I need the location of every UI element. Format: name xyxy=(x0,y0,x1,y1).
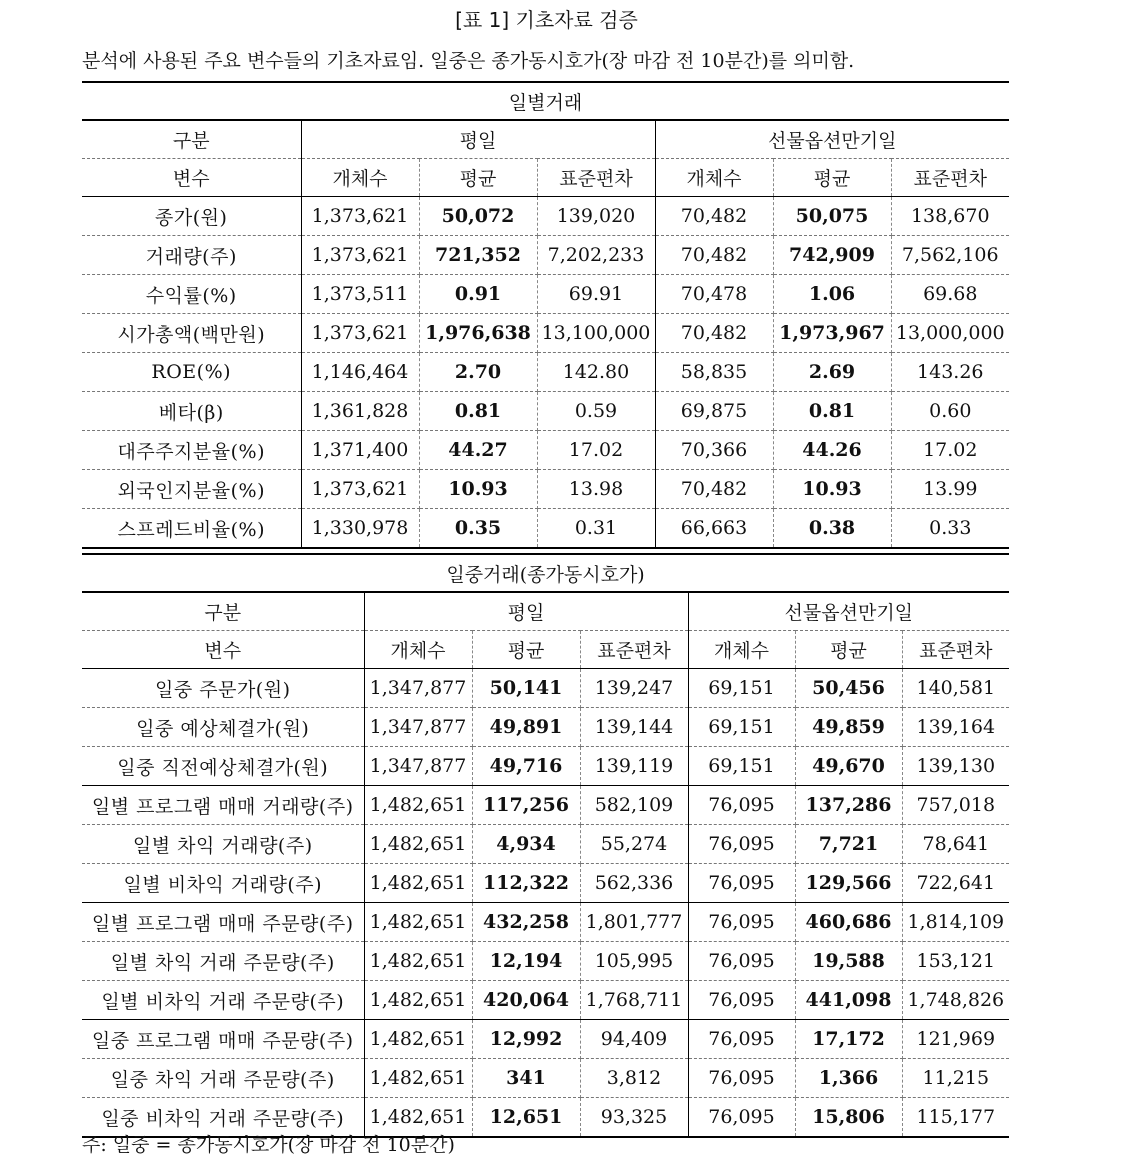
data-cell: 17.02 xyxy=(891,431,1009,470)
data-cell: 1,482,651 xyxy=(364,1059,472,1098)
data-cell: 1,373,621 xyxy=(301,470,419,509)
row-label: 대주주지분율(%) xyxy=(82,431,301,470)
column-header-row xyxy=(82,159,1009,197)
data-cell: 10.93 xyxy=(419,470,537,509)
table-row xyxy=(82,669,1009,708)
data-cell: 341 xyxy=(472,1059,580,1098)
group-header-row xyxy=(82,120,1009,159)
data-cell: 15,806 xyxy=(795,1098,902,1138)
row-label: 일중 차익 거래 주문량(주) xyxy=(82,1059,364,1098)
table-caption: 분석에 사용된 주요 변수들의 기초자료임. 일중은 종가동시호가(장 마감 전 10분간)를 의미함. xyxy=(82,50,855,72)
data-cell: 12,651 xyxy=(472,1098,580,1138)
row-label: 수익률(%) xyxy=(82,275,301,314)
data-cell: 13,000,000 xyxy=(891,314,1009,353)
data-cell: 1,330,978 xyxy=(301,509,419,549)
row-label: 일별 프로그램 매매 거래량(주) xyxy=(82,786,364,825)
table-title: [표 1] 기초자료 검증 xyxy=(455,8,638,32)
table-row xyxy=(82,1020,1009,1059)
row-label: ROE(%) xyxy=(82,353,301,392)
data-cell: 70,366 xyxy=(655,431,773,470)
row-label: 일별 차익 거래 주문량(주) xyxy=(82,942,364,981)
data-cell: 742,909 xyxy=(773,236,891,275)
section-title: 일별거래 xyxy=(82,82,1009,120)
data-cell: 143.26 xyxy=(891,353,1009,392)
column-header: 개체수 xyxy=(688,631,795,669)
column-header-row xyxy=(82,631,1009,669)
data-cell: 1,347,877 xyxy=(364,669,472,708)
column-header: 표준편차 xyxy=(537,159,655,197)
data-cell: 0.91 xyxy=(419,275,537,314)
data-cell: 1,482,651 xyxy=(364,942,472,981)
footnote: 주: 일중 = 종가동시호가(장 마감 전 10분간) xyxy=(82,1134,455,1156)
data-cell: 78,641 xyxy=(902,825,1009,864)
data-cell: 13.98 xyxy=(537,470,655,509)
column-header: 개체수 xyxy=(301,159,419,197)
data-cell: 1,482,651 xyxy=(364,864,472,903)
data-cell: 1,748,826 xyxy=(902,981,1009,1020)
section-row xyxy=(82,82,1009,120)
data-cell: 11,215 xyxy=(902,1059,1009,1098)
data-cell: 76,095 xyxy=(688,1020,795,1059)
table-row xyxy=(82,353,1009,392)
data-cell: 137,286 xyxy=(795,786,902,825)
data-cell: 93,325 xyxy=(580,1098,688,1138)
data-cell: 0.60 xyxy=(891,392,1009,431)
column-header: 개체수 xyxy=(655,159,773,197)
data-cell: 69.68 xyxy=(891,275,1009,314)
data-cell: 1,373,621 xyxy=(301,197,419,236)
row-label: 베타(β) xyxy=(82,392,301,431)
data-cell: 140,581 xyxy=(902,669,1009,708)
variable-label: 변수 xyxy=(82,631,364,669)
data-cell: 69,151 xyxy=(688,747,795,786)
row-label: 일중 비차익 거래 주문량(주) xyxy=(82,1098,364,1138)
table-row xyxy=(82,392,1009,431)
data-cell: 0.33 xyxy=(891,509,1009,549)
data-cell: 153,121 xyxy=(902,942,1009,981)
data-cell: 139,130 xyxy=(902,747,1009,786)
data-cell: 7,721 xyxy=(795,825,902,864)
data-cell: 0.31 xyxy=(537,509,655,549)
row-label: 거래량(주) xyxy=(82,236,301,275)
row-label: 일중 예상체결가(원) xyxy=(82,708,364,747)
data-cell: 1,482,651 xyxy=(364,981,472,1020)
table-row xyxy=(82,197,1009,236)
column-header: 표준편차 xyxy=(580,631,688,669)
data-cell: 7,562,106 xyxy=(891,236,1009,275)
data-cell: 70,482 xyxy=(655,314,773,353)
group-weekday: 평일 xyxy=(364,592,688,631)
data-cell: 1,801,777 xyxy=(580,903,688,942)
data-cell: 757,018 xyxy=(902,786,1009,825)
data-cell: 420,064 xyxy=(472,981,580,1020)
data-cell: 0.81 xyxy=(419,392,537,431)
data-cell: 17.02 xyxy=(537,431,655,470)
data-cell: 139,164 xyxy=(902,708,1009,747)
data-cell: 44.26 xyxy=(773,431,891,470)
data-cell: 94,409 xyxy=(580,1020,688,1059)
table-row xyxy=(82,825,1009,864)
data-cell: 7,202,233 xyxy=(537,236,655,275)
data-cell: 2.69 xyxy=(773,353,891,392)
column-header: 표준편차 xyxy=(891,159,1009,197)
data-cell: 76,095 xyxy=(688,942,795,981)
data-cell: 69,875 xyxy=(655,392,773,431)
data-cell: 1,366 xyxy=(795,1059,902,1098)
data-cell: 70,482 xyxy=(655,197,773,236)
row-label: 일중 주문가(원) xyxy=(82,669,364,708)
data-cell: 13.99 xyxy=(891,470,1009,509)
table-row xyxy=(82,1059,1009,1098)
data-cell: 50,141 xyxy=(472,669,580,708)
table-row xyxy=(82,314,1009,353)
data-cell: 49,859 xyxy=(795,708,902,747)
row-label: 일중 프로그램 매매 주문량(주) xyxy=(82,1020,364,1059)
data-cell: 1,976,638 xyxy=(419,314,537,353)
row-label: 일별 차익 거래량(주) xyxy=(82,825,364,864)
table-row xyxy=(82,747,1009,786)
table-row xyxy=(82,981,1009,1020)
data-cell: 44.27 xyxy=(419,431,537,470)
data-cell: 139,144 xyxy=(580,708,688,747)
data-cell: 1,768,711 xyxy=(580,981,688,1020)
data-cell: 138,670 xyxy=(891,197,1009,236)
data-cell: 10.93 xyxy=(773,470,891,509)
table-row xyxy=(82,786,1009,825)
data-cell: 129,566 xyxy=(795,864,902,903)
data-cell: 139,247 xyxy=(580,669,688,708)
table-row xyxy=(82,470,1009,509)
data-cell: 69,151 xyxy=(688,708,795,747)
data-cell: 12,992 xyxy=(472,1020,580,1059)
data-cell: 69.91 xyxy=(537,275,655,314)
data-cell: 0.59 xyxy=(537,392,655,431)
data-cell: 1,482,651 xyxy=(364,1098,472,1138)
group-expiry-day: 선물옵션만기일 xyxy=(688,592,1009,631)
data-cell: 4,934 xyxy=(472,825,580,864)
data-cell: 76,095 xyxy=(688,786,795,825)
variable-label: 변수 xyxy=(82,159,301,197)
data-cell: 1,361,828 xyxy=(301,392,419,431)
data-cell: 1,482,651 xyxy=(364,903,472,942)
data-cell: 0.38 xyxy=(773,509,891,549)
data-cell: 1,482,651 xyxy=(364,825,472,864)
table-row xyxy=(82,431,1009,470)
data-cell: 139,119 xyxy=(580,747,688,786)
column-header: 평균 xyxy=(773,159,891,197)
data-cell: 1,373,621 xyxy=(301,236,419,275)
data-cell: 121,969 xyxy=(902,1020,1009,1059)
data-cell: 1,347,877 xyxy=(364,708,472,747)
row-label: 스프레드비율(%) xyxy=(82,509,301,549)
data-cell: 70,478 xyxy=(655,275,773,314)
column-header: 평균 xyxy=(795,631,902,669)
column-header: 개체수 xyxy=(364,631,472,669)
data-cell: 115,177 xyxy=(902,1098,1009,1138)
data-cell: 13,100,000 xyxy=(537,314,655,353)
data-cell: 1,347,877 xyxy=(364,747,472,786)
data-cell: 1,373,621 xyxy=(301,314,419,353)
table-row xyxy=(82,275,1009,314)
data-cell: 76,095 xyxy=(688,1098,795,1138)
row-label: 일중 직전예상체결가(원) xyxy=(82,747,364,786)
table-row xyxy=(82,864,1009,903)
data-cell: 76,095 xyxy=(688,981,795,1020)
data-cell: 76,095 xyxy=(688,1059,795,1098)
data-cell: 105,995 xyxy=(580,942,688,981)
data-cell: 76,095 xyxy=(688,903,795,942)
data-cell: 49,670 xyxy=(795,747,902,786)
group-label: 구분 xyxy=(82,592,364,631)
column-header: 평균 xyxy=(472,631,580,669)
data-cell: 55,274 xyxy=(580,825,688,864)
row-label: 외국인지분율(%) xyxy=(82,470,301,509)
table-row xyxy=(82,903,1009,942)
data-cell: 1,973,967 xyxy=(773,314,891,353)
data-cell: 58,835 xyxy=(655,353,773,392)
data-cell: 722,641 xyxy=(902,864,1009,903)
data-cell: 460,686 xyxy=(795,903,902,942)
data-cell: 142.80 xyxy=(537,353,655,392)
column-header: 표준편차 xyxy=(902,631,1009,669)
data-cell: 582,109 xyxy=(580,786,688,825)
data-cell: 70,482 xyxy=(655,470,773,509)
data-cell: 117,256 xyxy=(472,786,580,825)
data-cell: 1,146,464 xyxy=(301,353,419,392)
data-cell: 76,095 xyxy=(688,864,795,903)
data-cell: 112,322 xyxy=(472,864,580,903)
data-cell: 76,095 xyxy=(688,825,795,864)
data-cell: 49,716 xyxy=(472,747,580,786)
data-cell: 0.81 xyxy=(773,392,891,431)
data-cell: 432,258 xyxy=(472,903,580,942)
data-cell: 50,075 xyxy=(773,197,891,236)
row-label: 일별 비차익 거래량(주) xyxy=(82,864,364,903)
data-cell: 17,172 xyxy=(795,1020,902,1059)
data-cell: 49,891 xyxy=(472,708,580,747)
data-cell: 1,482,651 xyxy=(364,1020,472,1059)
data-cell: 70,482 xyxy=(655,236,773,275)
group-expiry-day: 선물옵션만기일 xyxy=(655,120,1009,159)
table-row xyxy=(82,509,1009,549)
data-cell: 1.06 xyxy=(773,275,891,314)
data-cell: 3,812 xyxy=(580,1059,688,1098)
data-cell: 50,456 xyxy=(795,669,902,708)
data-cell: 1,482,651 xyxy=(364,786,472,825)
data-cell: 1,371,400 xyxy=(301,431,419,470)
data-cell: 139,020 xyxy=(537,197,655,236)
data-cell: 1,814,109 xyxy=(902,903,1009,942)
table-row xyxy=(82,236,1009,275)
data-cell: 2.70 xyxy=(419,353,537,392)
data-cell: 19,588 xyxy=(795,942,902,981)
group-label: 구분 xyxy=(82,120,301,159)
group-weekday: 평일 xyxy=(301,120,655,159)
data-cell: 12,194 xyxy=(472,942,580,981)
section-title: 일중거래(종가동시호가) xyxy=(82,554,1009,592)
data-cell: 441,098 xyxy=(795,981,902,1020)
row-label: 일별 비차익 거래 주문량(주) xyxy=(82,981,364,1020)
data-cell: 562,336 xyxy=(580,864,688,903)
row-label: 종가(원) xyxy=(82,197,301,236)
data-cell: 1,373,511 xyxy=(301,275,419,314)
intraday-trading-table xyxy=(82,553,1009,1138)
column-header: 평균 xyxy=(419,159,537,197)
table-row xyxy=(82,942,1009,981)
data-cell: 69,151 xyxy=(688,669,795,708)
data-cell: 50,072 xyxy=(419,197,537,236)
data-cell: 66,663 xyxy=(655,509,773,549)
group-header-row xyxy=(82,592,1009,631)
data-cell: 721,352 xyxy=(419,236,537,275)
data-cell: 0.35 xyxy=(419,509,537,549)
table-row xyxy=(82,708,1009,747)
daily-trading-table xyxy=(82,81,1009,549)
section-row xyxy=(82,554,1009,592)
row-label: 시가총액(백만원) xyxy=(82,314,301,353)
row-label: 일별 프로그램 매매 주문량(주) xyxy=(82,903,364,942)
